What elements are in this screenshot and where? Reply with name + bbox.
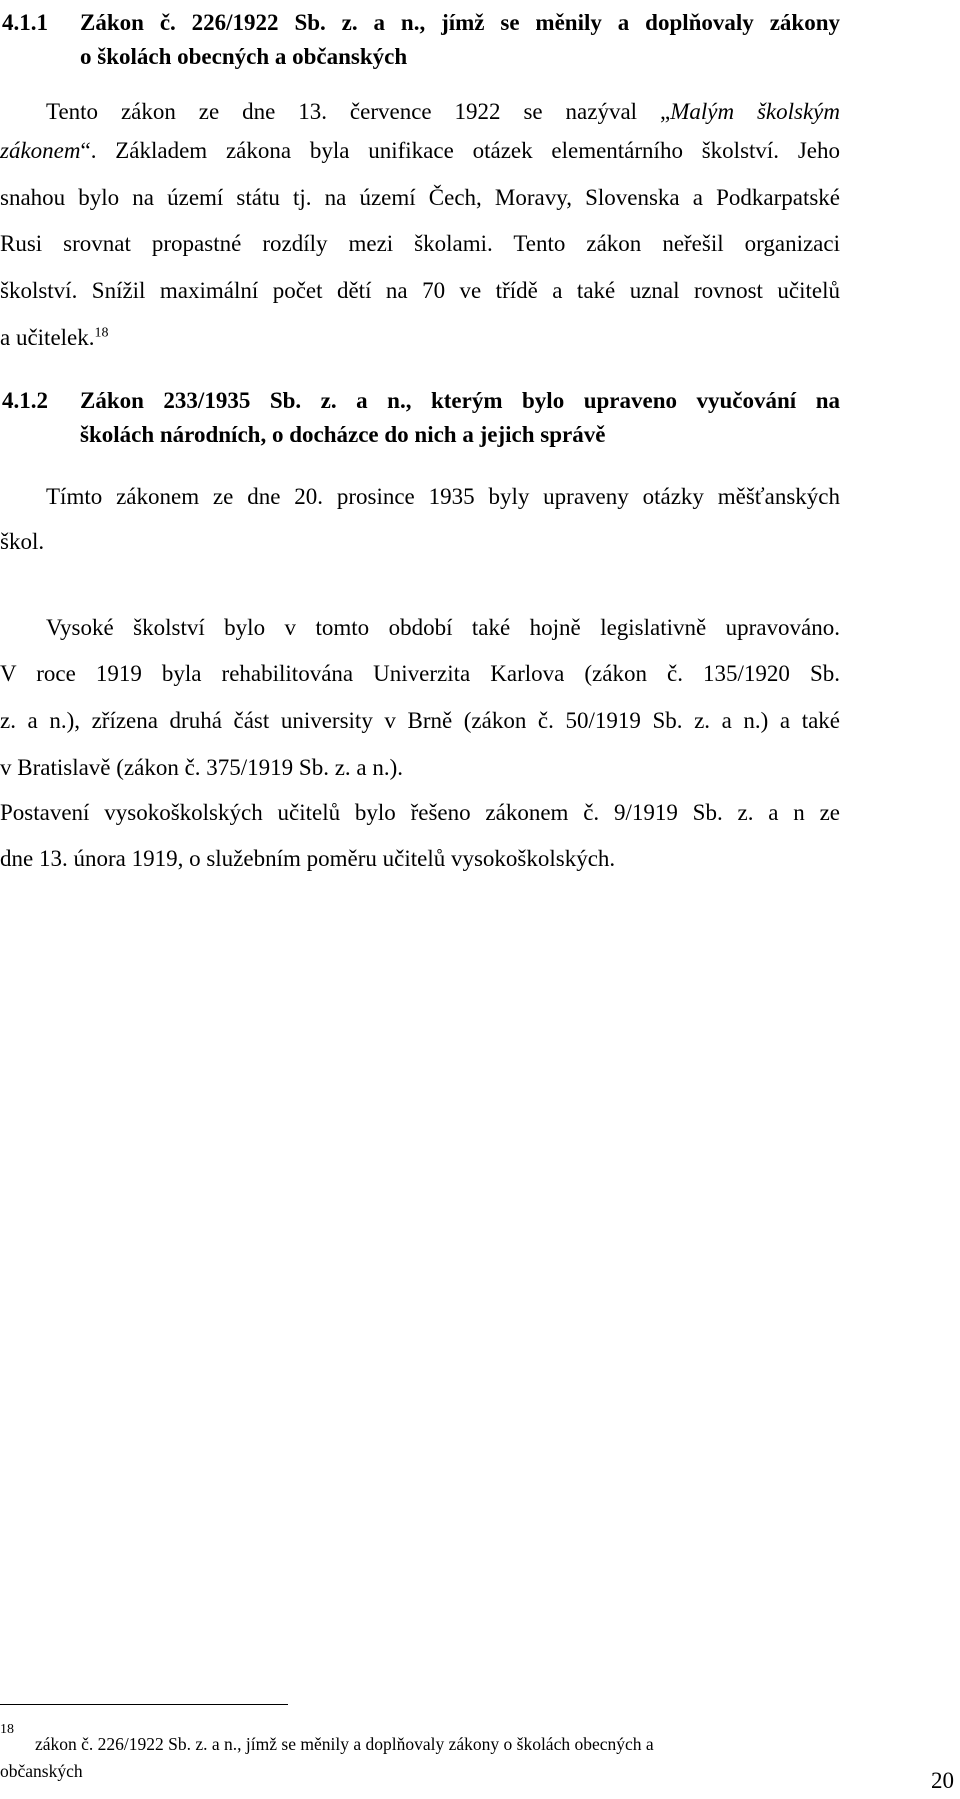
paragraph-line: školství. Snížil maximální počet dětí na 70 ve třídě a také uznal rovnost učitelů (0, 278, 840, 303)
paragraph-line: zákonem“. Základem zákona byla unifikace otázek elementárního školství. Jeho (0, 138, 840, 163)
section-title-line: o školách obecných a občanských (80, 44, 408, 69)
paragraph-line: V roce 1919 byla rehabilitována Univerzita Karlova (zákon č. 135/1920 Sb. (0, 661, 840, 686)
footnote-number: 18 (0, 1722, 14, 1737)
paragraph-line: dne 13. února 1919, o služebním poměru učitelů vysokoškolských. (0, 846, 616, 871)
section-title-line: Zákon č. 226/1922 Sb. z. a n., jímž se měnily a doplňovaly zákony (80, 10, 840, 35)
section-title-line: školách národních, o docházce do nich a jejich správě (80, 422, 606, 447)
paragraph-line: v Bratislavě (zákon č. 375/1919 Sb. z. a n.). (0, 755, 404, 780)
section-title-line: Zákon 233/1935 Sb. z. a n., kterým bylo upraveno vyučování na (80, 388, 840, 413)
section-number: 4.1.2 (2, 388, 48, 413)
paragraph-line: Tímto zákonem ze dne 20. prosince 1935 byly upraveny otázky měšťanských (46, 484, 840, 509)
paragraph-line: Vysoké školství bylo v tomto období také hojně legislativně upravováno. (46, 615, 840, 640)
paragraph-line: snahou bylo na území státu tj. na území Čech, Moravy, Slovenska a Podkarpatské (0, 185, 840, 210)
paragraph-line: škol. (0, 529, 45, 554)
paragraph-line: z. a n.), zřízena druhá část university v Brně (zákon č. 50/1919 Sb. z. a n.) a také (0, 708, 840, 733)
paragraph-line: Postavení vysokoškolských učitelů bylo řešeno zákonem č. 9/1919 Sb. z. a n ze (0, 800, 840, 825)
paragraph-line: Rusi srovnat propastné rozdíly mezi školami. Tento zákon neřešil organizaci (0, 231, 840, 256)
footnote-text-line: zákon č. 226/1922 Sb. z. a n., jímž se měnily a doplňovaly zákony o školách obecných a (35, 1734, 654, 1754)
section-heading-4-1-2 (2, 386, 48, 416)
italic-term: Malým školským (670, 99, 840, 124)
section-number: 4.1.1 (2, 10, 48, 35)
italic-term: zákonem (0, 138, 81, 163)
page-number: 20 (931, 1768, 954, 1793)
footnote-divider (0, 1704, 288, 1705)
footnote-reference[interactable]: 18 (94, 325, 109, 341)
section-heading-4-1-1 (2, 8, 48, 38)
footnote-text-line: občanských (0, 1761, 83, 1781)
paragraph-line: Tento zákon ze dne 13. července 1922 se nazýval „Malým školským (46, 99, 840, 124)
paragraph-line: a učitelek.$^{18}$ (0, 325, 109, 350)
